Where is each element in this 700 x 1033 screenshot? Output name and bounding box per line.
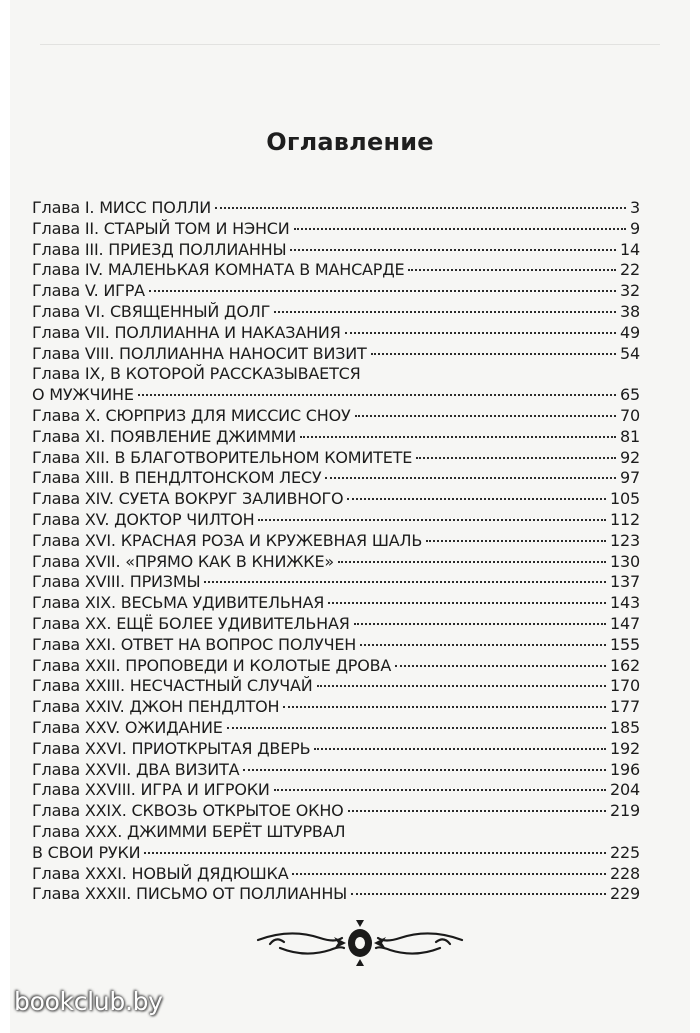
toc-entry-label: Глава X. СЮРПРИЗ ДЛЯ МИССИС СНОУ [32, 405, 351, 425]
toc-entry [32, 843, 640, 864]
toc-entry [32, 281, 640, 302]
dot-leader [354, 623, 606, 625]
toc-entry-page: 123 [610, 530, 640, 550]
dot-leader [215, 207, 626, 209]
toc-entry [32, 406, 640, 427]
toc-entry-label: Глава XVII. «ПРЯМО КАК В КНИЖКЕ» [32, 551, 334, 571]
dot-leader [243, 769, 606, 771]
toc-entry [32, 572, 640, 593]
toc-entry-page: 9 [630, 218, 640, 238]
toc-entry-page: 185 [610, 717, 640, 737]
toc-entry-label: Глава XXV. ОЖИДАНИЕ [32, 717, 223, 737]
toc-entry-page: 65 [620, 385, 640, 405]
toc-entry [32, 614, 640, 635]
ornament-divider-icon [250, 918, 470, 968]
dot-leader [294, 228, 626, 230]
toc-entry-page: 137 [610, 572, 640, 592]
toc-entry-label: Глава XVI. КРАСНАЯ РОЗА И КРУЖЕВНАЯ ШАЛЬ [32, 530, 423, 550]
toc-entry [32, 489, 640, 510]
dot-leader [258, 519, 606, 521]
dot-leader [328, 602, 606, 604]
dot-leader [426, 540, 606, 542]
toc-entry-label: Глава IV. МАЛЕНЬКАЯ КОМНАТА В МАНСАРДЕ [32, 260, 405, 280]
dot-leader [317, 685, 606, 687]
toc-entry-page: 70 [620, 405, 640, 425]
book-page [10, 0, 690, 1033]
toc-entry [32, 448, 640, 469]
dot-leader [314, 748, 606, 750]
toc-entry-label: Глава XXVIII. ИГРА И ИГРОКИ [32, 780, 270, 800]
toc-entry-label: О МУЖЧИНЕ [32, 385, 134, 405]
toc-entry-page: 92 [620, 447, 640, 467]
dot-leader [138, 394, 616, 396]
toc-entry-label: Глава XI. ПОЯВЛЕНИЕ ДЖИММИ [32, 426, 297, 446]
toc-entry [32, 198, 640, 219]
toc-entry [32, 302, 640, 323]
toc-entry [32, 676, 640, 697]
toc-entry-label: Глава XXI. ОТВЕТ НА ВОПРОС ПОЛУЧЕН [32, 634, 357, 654]
toc-entry-label: Глава XIX. ВЕСЬМА УДИВИТЕЛЬНАЯ [32, 593, 325, 613]
toc-entry-page: 143 [610, 593, 640, 613]
toc-entry [32, 344, 640, 365]
dot-leader [283, 706, 606, 708]
toc-entry [32, 635, 640, 656]
toc-entry-page: 49 [620, 322, 640, 342]
dot-leader [204, 581, 606, 583]
toc-entry [32, 364, 640, 385]
toc-entry [32, 864, 640, 885]
toc-entry-page: 170 [610, 676, 640, 696]
toc-entry-page: 229 [610, 884, 640, 904]
toc-entry-page: 14 [620, 239, 640, 259]
toc-entry-label: Глава VIII. ПОЛЛИАННА НАНОСИТ ВИЗИТ [32, 343, 367, 363]
toc-entry [32, 656, 640, 677]
dot-leader [347, 498, 606, 500]
dot-leader [144, 852, 606, 854]
toc-entry-label: Глава XXX. ДЖИММИ БЕРЁТ ШТУРВАЛ [32, 821, 346, 841]
dot-leader [416, 457, 616, 459]
toc-entry [32, 593, 640, 614]
toc-entry-label: Глава V. ИГРА [32, 281, 145, 301]
toc-entry-label: Глава XXIV. ДЖОН ПЕНДЛТОН [32, 697, 280, 717]
toc-entry [32, 801, 640, 822]
toc-entry [32, 219, 640, 240]
dot-leader [274, 789, 606, 791]
page-title: Оглавление [266, 128, 434, 156]
toc-entry-page: 81 [620, 426, 640, 446]
toc-entry [32, 385, 640, 406]
toc-entry-page: 54 [620, 343, 640, 363]
toc-entry [32, 427, 640, 448]
toc-entry-page: 147 [610, 613, 640, 633]
toc-entry-label: Глава XXXII. ПИСЬМО ОТ ПОЛЛИАННЫ [32, 884, 348, 904]
toc-entry-label: Глава II. СТАРЫЙ ТОМ И НЭНСИ [32, 218, 290, 238]
toc-entry [32, 697, 640, 718]
dot-leader [290, 249, 616, 251]
toc-entry-label: Глава VII. ПОЛЛИАННА И НАКАЗАНИЯ [32, 322, 341, 342]
toc-entry [32, 760, 640, 781]
toc-entry-page: 38 [620, 301, 640, 321]
toc-entry-label: Глава XIV. СУЕТА ВОКРУГ ЗАЛИВНОГО [32, 489, 344, 509]
dot-leader [345, 332, 616, 334]
toc-entry-label: Глава XX. ЕЩЁ БОЛЕЕ УДИВИТЕЛЬНАЯ [32, 613, 350, 633]
toc-entry [32, 240, 640, 261]
dot-leader [355, 415, 616, 417]
dot-leader [325, 477, 616, 479]
toc-entry [32, 323, 640, 344]
bleed-through-header [40, 0, 660, 45]
toc-entry-page: 204 [610, 780, 640, 800]
toc-entry [32, 552, 640, 573]
toc-entry-label: Глава IX, В КОТОРОЙ РАССКАЗЫВАЕТСЯ [32, 364, 361, 384]
toc-entry [32, 531, 640, 552]
toc-entry-label: Глава VI. СВЯЩЕННЫЙ ДОЛГ [32, 301, 271, 321]
toc-entry-label: Глава XXXI. НОВЫЙ ДЯДЮШКА [32, 863, 289, 883]
toc-entry [32, 780, 640, 801]
dot-leader [338, 561, 606, 563]
toc-entry-page: 3 [630, 198, 640, 217]
toc-entry [32, 718, 640, 739]
toc-entry-label: Глава XII. В БЛАГОТВОРИТЕЛЬНОМ КОМИТЕТЕ [32, 447, 413, 467]
toc-entry-page: 196 [610, 759, 640, 779]
dot-leader [274, 311, 616, 313]
toc-entry-page: 105 [610, 489, 640, 509]
toc-entry-page: 228 [610, 863, 640, 883]
watermark-logo: bookclub.by [14, 987, 163, 1016]
toc-entry-page: 162 [610, 655, 640, 675]
toc-entry-label: Глава XXVI. ПРИОТКРЫТАЯ ДВЕРЬ [32, 738, 311, 758]
toc-entry-page: 32 [620, 281, 640, 301]
dot-leader [395, 665, 606, 667]
toc-entry [32, 468, 640, 489]
toc-entry [32, 260, 640, 281]
toc-entry-page: 155 [610, 634, 640, 654]
toc-entry [32, 884, 640, 905]
toc-entry-page: 130 [610, 551, 640, 571]
dot-leader [360, 644, 606, 646]
toc-entry-page: 219 [610, 801, 640, 821]
toc-entry-page: 112 [610, 509, 640, 529]
toc-entry-label: Глава XVIII. ПРИЗМЫ [32, 572, 201, 592]
toc-entry-page: 225 [610, 842, 640, 862]
table-of-contents [32, 198, 640, 905]
toc-entry-page: 22 [620, 260, 640, 280]
toc-entry [32, 510, 640, 531]
toc-entry-page: 177 [610, 697, 640, 717]
dot-leader [292, 873, 606, 875]
dot-leader [408, 269, 616, 271]
toc-entry-label: Глава XXIX. СКВОЗЬ ОТКРЫТОЕ ОКНО [32, 801, 344, 821]
toc-entry-label: Глава XXVII. ДВА ВИЗИТА [32, 759, 240, 779]
toc-entry-label: Глава XXII. ПРОПОВЕДИ И КОЛОТЫЕ ДРОВА [32, 655, 392, 675]
toc-entry-label: В СВОИ РУКИ [32, 842, 141, 862]
dot-leader [348, 810, 607, 812]
toc-entry-label: Глава I. МИСС ПОЛЛИ [32, 198, 212, 217]
dot-leader [351, 893, 606, 895]
toc-entry-page: 97 [620, 468, 640, 488]
toc-entry-label: Глава XXIII. НЕСЧАСТНЫЙ СЛУЧАЙ [32, 676, 313, 696]
dot-leader [300, 436, 616, 438]
toc-entry-label: Глава XIII. В ПЕНДЛТОНСКОМ ЛЕСУ [32, 468, 322, 488]
dot-leader [227, 727, 606, 729]
toc-entry-label: Глава XV. ДОКТОР ЧИЛТОН [32, 509, 255, 529]
toc-entry-label: Глава III. ПРИЕЗД ПОЛЛИАННЫ [32, 239, 287, 259]
toc-entry [32, 739, 640, 760]
toc-entry-page: 192 [610, 738, 640, 758]
dot-leader [149, 290, 616, 292]
dot-leader [371, 353, 616, 355]
toc-entry [32, 822, 640, 843]
